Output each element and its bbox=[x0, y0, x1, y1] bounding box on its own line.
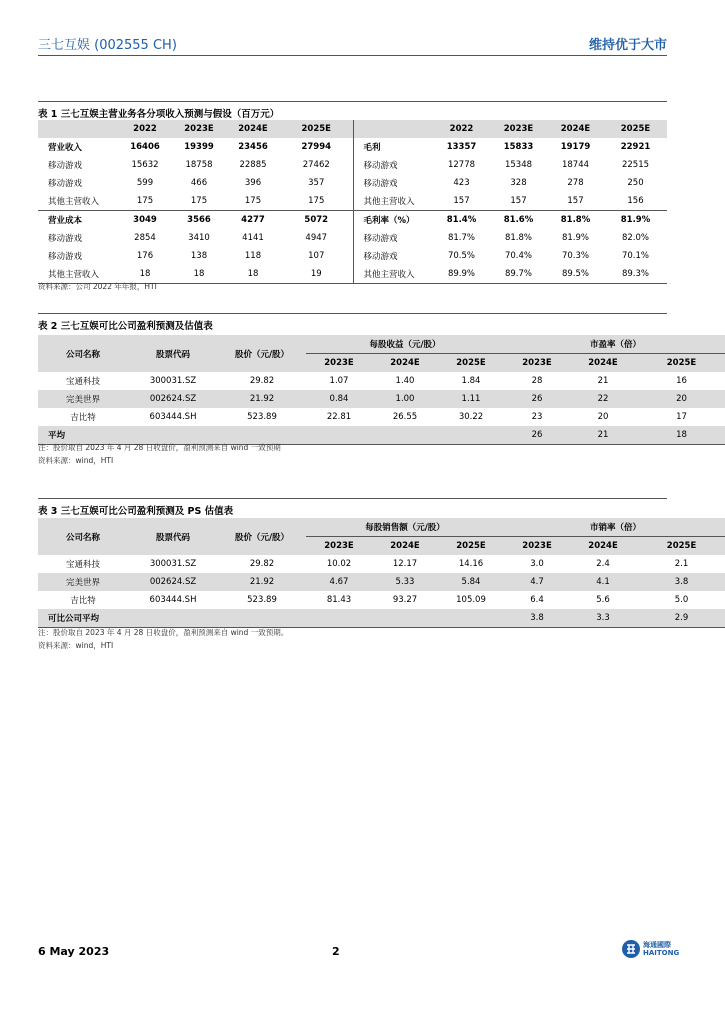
empty-cell bbox=[306, 426, 372, 445]
cell-value: 3.0 bbox=[530, 559, 544, 569]
table1 bbox=[38, 120, 667, 284]
cell-value: 5.84 bbox=[438, 573, 504, 591]
t1-year: 2022 bbox=[118, 120, 172, 138]
rating: 维持优于大市 bbox=[588, 38, 667, 53]
cell-value: 17 bbox=[676, 412, 687, 422]
cell-value: 5.0 bbox=[674, 595, 689, 605]
empty-cell bbox=[438, 609, 504, 628]
table1-header-row bbox=[38, 120, 667, 138]
row-label: 移动游戏 bbox=[48, 179, 83, 189]
cell-value: 3566 bbox=[172, 211, 226, 230]
cell-value: 175 bbox=[308, 196, 325, 206]
cell-value: 175 bbox=[190, 196, 208, 206]
cell-value: 138 bbox=[190, 251, 208, 261]
header-year: 2023E bbox=[306, 537, 372, 556]
cell-value: 81.8% bbox=[504, 233, 532, 243]
table1-row bbox=[38, 156, 667, 174]
table3-top-rule bbox=[38, 498, 667, 499]
table1-row bbox=[38, 174, 667, 192]
row-label: 移动游戏 bbox=[48, 234, 83, 244]
cell-value: 15348 bbox=[504, 160, 533, 170]
cell-value: 18 bbox=[172, 265, 226, 284]
cell-value: 19179 bbox=[560, 142, 591, 152]
haitong-logo-icon bbox=[622, 940, 640, 958]
table2 bbox=[38, 335, 725, 445]
table1-row bbox=[38, 192, 667, 211]
table3-average-row bbox=[38, 609, 725, 628]
table2-row bbox=[38, 390, 725, 408]
header-code: 股票代码 bbox=[128, 518, 218, 555]
table3 bbox=[38, 518, 725, 628]
cell-value: 81.9% bbox=[604, 211, 667, 230]
row-label: 营业成本 bbox=[38, 211, 118, 230]
row-label: 其他主营收入 bbox=[48, 197, 100, 207]
cell-value: 4277 bbox=[226, 211, 280, 230]
header-price: 股价（元/股） bbox=[218, 518, 306, 555]
header-price: 股价（元/股） bbox=[218, 335, 306, 372]
cell-value: 23 bbox=[531, 412, 543, 422]
header-year: 2025E bbox=[438, 354, 504, 373]
table1-row bbox=[38, 229, 667, 247]
header-code: 股票代码 bbox=[128, 335, 218, 372]
cell-value: 4.1 bbox=[570, 573, 636, 591]
cell-value: 23456 bbox=[238, 142, 268, 152]
cell-value: 70.5% bbox=[447, 251, 475, 261]
header-company: 公司名称 bbox=[38, 518, 128, 555]
cell-value: 4.67 bbox=[306, 573, 372, 591]
table1-row bbox=[38, 211, 667, 230]
header-year: 2024E bbox=[372, 537, 438, 556]
table2-title: 表 2 三七互娱可比公司盈利预测及估值表 bbox=[38, 321, 213, 332]
table2-source: 资料来源：wind，HTI bbox=[38, 456, 114, 465]
company-name: 吉比特 bbox=[70, 413, 96, 423]
average-value: 3.3 bbox=[570, 609, 636, 628]
stock-code: 300031.SZ bbox=[149, 559, 197, 569]
cell-value: 328 bbox=[510, 178, 527, 188]
cell-value: 176 bbox=[136, 251, 154, 261]
cell-value: 5072 bbox=[280, 211, 353, 230]
cell-value: 70.4% bbox=[504, 251, 532, 261]
cell-value: 118 bbox=[244, 251, 262, 261]
cell-value: 1.40 bbox=[395, 376, 415, 386]
empty-cell bbox=[372, 426, 438, 445]
stock-price: 523.89 bbox=[247, 595, 277, 605]
company-name: 完美世界 bbox=[38, 390, 128, 408]
t1-year: 2024E bbox=[226, 120, 280, 138]
cell-value: 18758 bbox=[185, 160, 213, 170]
table1-source: 资料来源：公司 2022 年年报，HTI bbox=[38, 282, 157, 291]
cell-value: 28 bbox=[531, 376, 543, 386]
header-year: 2024E bbox=[570, 354, 636, 373]
table1-row bbox=[38, 138, 667, 156]
cell-value: 27462 bbox=[302, 160, 330, 170]
cell-value: 2.1 bbox=[674, 559, 689, 569]
cell-value: 15833 bbox=[503, 142, 534, 152]
cell-value: 156 bbox=[627, 196, 644, 206]
cell-value: 81.9% bbox=[561, 233, 589, 243]
cell-value: 157 bbox=[453, 196, 470, 206]
cell-value: 81.7% bbox=[447, 233, 475, 243]
table3-row bbox=[38, 573, 725, 591]
t1-year: 2023E bbox=[490, 120, 547, 138]
header-group-2: 市盈率（倍） bbox=[504, 335, 725, 354]
average-label: 可比公司平均 bbox=[38, 609, 218, 628]
table1-row bbox=[38, 247, 667, 265]
cell-value: 466 bbox=[190, 178, 208, 188]
table3-row bbox=[38, 555, 725, 573]
row-label: 营业收入 bbox=[48, 143, 83, 153]
cell-value: 423 bbox=[453, 178, 470, 188]
header-year: 2023E bbox=[306, 354, 372, 373]
header-divider bbox=[38, 55, 667, 56]
cell-value: 2.4 bbox=[596, 559, 610, 569]
logo-text-cn: 海通國際 bbox=[643, 941, 671, 949]
row-label: 其他主营收入 bbox=[353, 265, 433, 284]
cell-value: 250 bbox=[627, 178, 644, 188]
cell-value: 396 bbox=[244, 178, 262, 188]
row-label: 移动游戏 bbox=[48, 252, 83, 262]
cell-value: 30.22 bbox=[458, 412, 484, 422]
cell-value: 105.09 bbox=[456, 595, 486, 605]
cell-value: 22 bbox=[570, 390, 636, 408]
company-name: 完美世界 bbox=[38, 573, 128, 591]
cell-value: 5.6 bbox=[596, 595, 610, 605]
table2-note: 注：股价取自 2023 年 4 月 28 日收盘价，盈利预测来自 wind 一致预期 bbox=[38, 443, 281, 452]
cell-value: 70.1% bbox=[621, 251, 649, 261]
cell-value: 107 bbox=[308, 251, 325, 261]
t1-year: 2025E bbox=[280, 120, 353, 138]
stock-code: 002624.SZ bbox=[128, 390, 218, 408]
cell-value: 1.84 bbox=[461, 376, 481, 386]
company-name: 吉比特 bbox=[70, 596, 96, 606]
row-label: 移动游戏 bbox=[353, 247, 433, 265]
average-value: 3.8 bbox=[504, 609, 570, 628]
table3-note: 注：股价取自 2023 年 4 月 28 日收盘价，盈利预测来自 wind 一致预期。 bbox=[38, 628, 289, 637]
cell-value: 89.9% bbox=[433, 265, 490, 284]
header-year: 2023E bbox=[504, 537, 570, 556]
stock-code: 002624.SZ bbox=[128, 573, 218, 591]
report-ticker: 三七互娱 (002555 CH) bbox=[38, 38, 177, 53]
header-year: 2025E bbox=[438, 537, 504, 556]
header-year: 2024E bbox=[372, 354, 438, 373]
stock-price: 523.89 bbox=[247, 412, 277, 422]
cell-value: 175 bbox=[244, 196, 262, 206]
table2-row bbox=[38, 372, 725, 390]
cell-value: 16406 bbox=[130, 142, 160, 152]
cell-value: 26 bbox=[504, 390, 570, 408]
cell-value: 10.02 bbox=[326, 559, 352, 569]
average-value: 26 bbox=[504, 426, 570, 445]
cell-value: 22515 bbox=[621, 160, 650, 170]
table1-top-rule bbox=[38, 101, 667, 102]
cell-value: 81.43 bbox=[326, 595, 352, 605]
row-label: 移动游戏 bbox=[353, 174, 433, 192]
logo-text-en: HAITONG bbox=[643, 949, 680, 957]
cell-value: 89.3% bbox=[604, 265, 667, 284]
cell-value: 175 bbox=[136, 196, 154, 206]
average-value: 21 bbox=[570, 426, 636, 445]
stock-code: 300031.SZ bbox=[149, 376, 197, 386]
cell-value: 19 bbox=[280, 265, 353, 284]
cell-value: 13357 bbox=[446, 142, 477, 152]
stock-price: 29.82 bbox=[249, 559, 275, 569]
header-year: 2025E bbox=[636, 537, 725, 556]
empty-cell bbox=[218, 609, 306, 628]
table1-title: 表 1 三七互娱主营业务各分项收入预测与假设（百万元） bbox=[38, 109, 280, 120]
stock-price: 29.82 bbox=[249, 376, 275, 386]
cell-value: 4947 bbox=[305, 233, 328, 243]
t1-year: 2024E bbox=[547, 120, 604, 138]
stock-price: 21.92 bbox=[218, 573, 306, 591]
cell-value: 19399 bbox=[184, 142, 214, 152]
cell-value: 81.6% bbox=[490, 211, 547, 230]
cell-value: 15632 bbox=[131, 160, 159, 170]
header-group-1: 每股收益（元/股） bbox=[306, 335, 504, 354]
cell-value: 20 bbox=[597, 412, 609, 422]
row-label: 移动游戏 bbox=[48, 161, 83, 171]
row-label: 其他主营收入 bbox=[353, 192, 433, 211]
cell-value: 278 bbox=[567, 178, 584, 188]
table2-row bbox=[38, 408, 725, 426]
cell-value: 18744 bbox=[561, 160, 590, 170]
table3-source: 资料来源：wind，HTI bbox=[38, 641, 114, 650]
cell-value: 357 bbox=[308, 178, 325, 188]
average-value: 18 bbox=[636, 426, 725, 445]
cell-value: 22.81 bbox=[326, 412, 352, 422]
empty-cell bbox=[372, 609, 438, 628]
average-label: 平均 bbox=[38, 426, 218, 445]
cell-value: 157 bbox=[510, 196, 527, 206]
average-value: 2.9 bbox=[636, 609, 725, 628]
cell-value: 5.33 bbox=[372, 573, 438, 591]
cell-value: 16 bbox=[676, 376, 687, 386]
row-label: 毛利率（%） bbox=[353, 211, 433, 230]
table3-row bbox=[38, 591, 725, 609]
cell-value: 81.8% bbox=[547, 211, 604, 230]
cell-value: 14.16 bbox=[458, 559, 484, 569]
row-label: 移动游戏 bbox=[353, 156, 433, 174]
table2-top-rule bbox=[38, 313, 667, 314]
cell-value: 81.4% bbox=[433, 211, 490, 230]
cell-value: 3049 bbox=[118, 211, 172, 230]
row-label: 移动游戏 bbox=[353, 229, 433, 247]
header-group-1: 每股销售额（元/股） bbox=[306, 518, 504, 537]
company-name: 宝通科技 bbox=[65, 377, 100, 387]
t1-year: 2023E bbox=[172, 120, 226, 138]
table3-header-row bbox=[38, 518, 725, 537]
cell-value: 18 bbox=[226, 265, 280, 284]
cell-value: 93.27 bbox=[392, 595, 418, 605]
cell-value: 82.0% bbox=[621, 233, 649, 243]
table3-title: 表 3 三七互娱可比公司盈利预测及 PS 估值表 bbox=[38, 506, 234, 517]
cell-value: 1.00 bbox=[372, 390, 438, 408]
cell-value: 22885 bbox=[239, 160, 267, 170]
cell-value: 26.55 bbox=[392, 412, 418, 422]
cell-value: 4.7 bbox=[504, 573, 570, 591]
cell-value: 1.07 bbox=[329, 376, 349, 386]
row-label: 毛利 bbox=[353, 138, 433, 156]
empty-cell bbox=[306, 609, 372, 628]
table2-header-row bbox=[38, 335, 725, 354]
header-group-2: 市销率（倍） bbox=[504, 518, 725, 537]
header-year: 2023E bbox=[504, 354, 570, 373]
cell-value: 21 bbox=[597, 376, 609, 386]
cell-value: 0.84 bbox=[306, 390, 372, 408]
company-name: 宝通科技 bbox=[65, 560, 100, 570]
footer-date: 6 May 2023 bbox=[38, 945, 110, 958]
header-year: 2025E bbox=[636, 354, 725, 373]
stock-price: 21.92 bbox=[218, 390, 306, 408]
empty-cell bbox=[438, 426, 504, 445]
cell-value: 4141 bbox=[242, 233, 264, 243]
t1-year: 2022 bbox=[433, 120, 490, 138]
t1-year: 2025E bbox=[604, 120, 667, 138]
cell-value: 1.11 bbox=[438, 390, 504, 408]
stock-code: 603444.SH bbox=[149, 595, 197, 605]
cell-value: 3410 bbox=[188, 233, 210, 243]
cell-value: 12.17 bbox=[392, 559, 418, 569]
cell-value: 599 bbox=[136, 178, 154, 188]
cell-value: 2854 bbox=[134, 233, 156, 243]
cell-value: 89.7% bbox=[490, 265, 547, 284]
haitong-logo bbox=[622, 940, 679, 958]
cell-value: 20 bbox=[636, 390, 725, 408]
cell-value: 12778 bbox=[447, 160, 476, 170]
cell-value: 27994 bbox=[301, 142, 332, 152]
stock-code: 603444.SH bbox=[149, 412, 197, 422]
cell-value: 22921 bbox=[620, 142, 651, 152]
cell-value: 3.8 bbox=[636, 573, 725, 591]
cell-value: 89.5% bbox=[547, 265, 604, 284]
cell-value: 6.4 bbox=[530, 595, 544, 605]
header-company: 公司名称 bbox=[38, 335, 128, 372]
header-year: 2024E bbox=[570, 537, 636, 556]
cell-value: 70.3% bbox=[561, 251, 589, 261]
page-number: 2 bbox=[332, 945, 340, 958]
cell-value: 18 bbox=[118, 265, 172, 284]
cell-value: 157 bbox=[567, 196, 584, 206]
row-label: 其他主营收入 bbox=[38, 265, 118, 284]
